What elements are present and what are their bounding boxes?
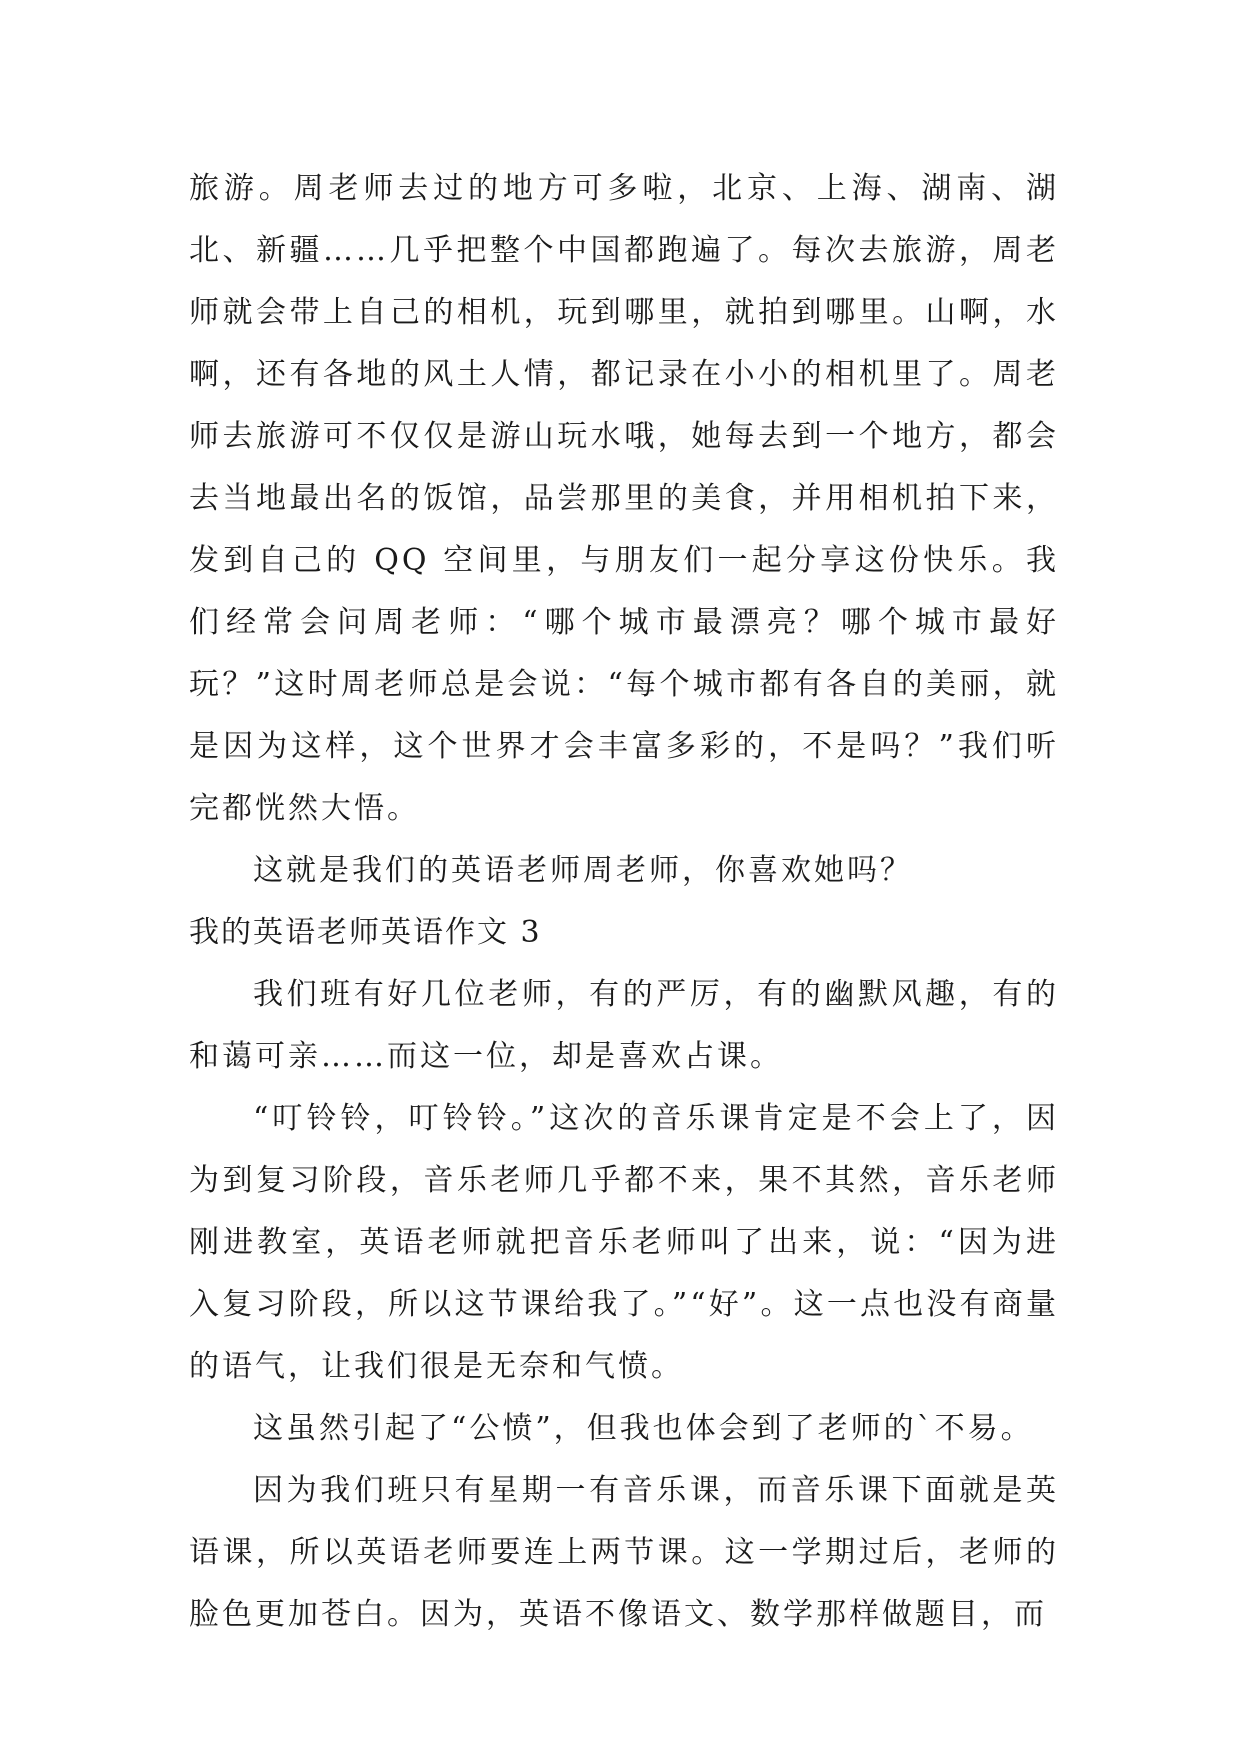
paragraph-anger: 这虽然引起了“公愤”，但我也体会到了老师的`不易。 <box>253 1411 1034 1446</box>
section-heading: 我的英语老师英语作文 3 <box>189 915 542 950</box>
paragraph-reason: 因为我们班只有星期一有音乐课，而音乐课下面就是英语课，所以英语老师要连上两节课。这一学期过后，老师的脸色更加苍白。因为，英语不像语文、数学那样做题目，而 <box>189 1473 1059 1632</box>
paragraph-teachers: 我们班有好几位老师，有的严厉，有的幽默风趣，有的和蔼可亲……而这一位，却是喜欢占课。 <box>189 977 1059 1074</box>
paragraph-travel: 旅游。周老师去过的地方可多啦，北京、上海、湖南、湖北、新疆……几乎把整个中国都跑遍了。每次去旅游，周老师就会带上自己的相机，玩到哪里，就拍到哪里。山啊，水啊，还有各地的风土人情，都记录在小小的相机里了。周老师去旅游可不仅仅是游山玩水哦，她每去到一个地方，都会去当地最出名的饭馆，品尝那里的美食，并用相机拍下来，发到自己的 QQ 空间里，与朋友们一起分享这份快乐。我们经常会问周老师：“哪个城市最漂亮？哪个城市最好玩？”这时周老师总是会说：“每个城市都有各自的美丽，就是因为这样，这个世界才会丰富多彩的，不是吗？”我们听完都恍然大悟。 <box>189 171 1059 826</box>
paragraph-closing-question: 这就是我们的英语老师周老师，你喜欢她吗？ <box>253 853 913 888</box>
paragraph-bell: “叮铃铃，叮铃铃。”这次的音乐课肯定是不会上了，因为到复习阶段，音乐老师几乎都不来，果不其然，音乐老师刚进教室，英语老师就把音乐老师叫了出来，说：“因为进入复习阶段，所以这节课给我了。”“好”。这一点也没有商量的语气，让我们很是无奈和气愤。 <box>189 1101 1059 1384</box>
document-body <box>189 158 1059 1646</box>
